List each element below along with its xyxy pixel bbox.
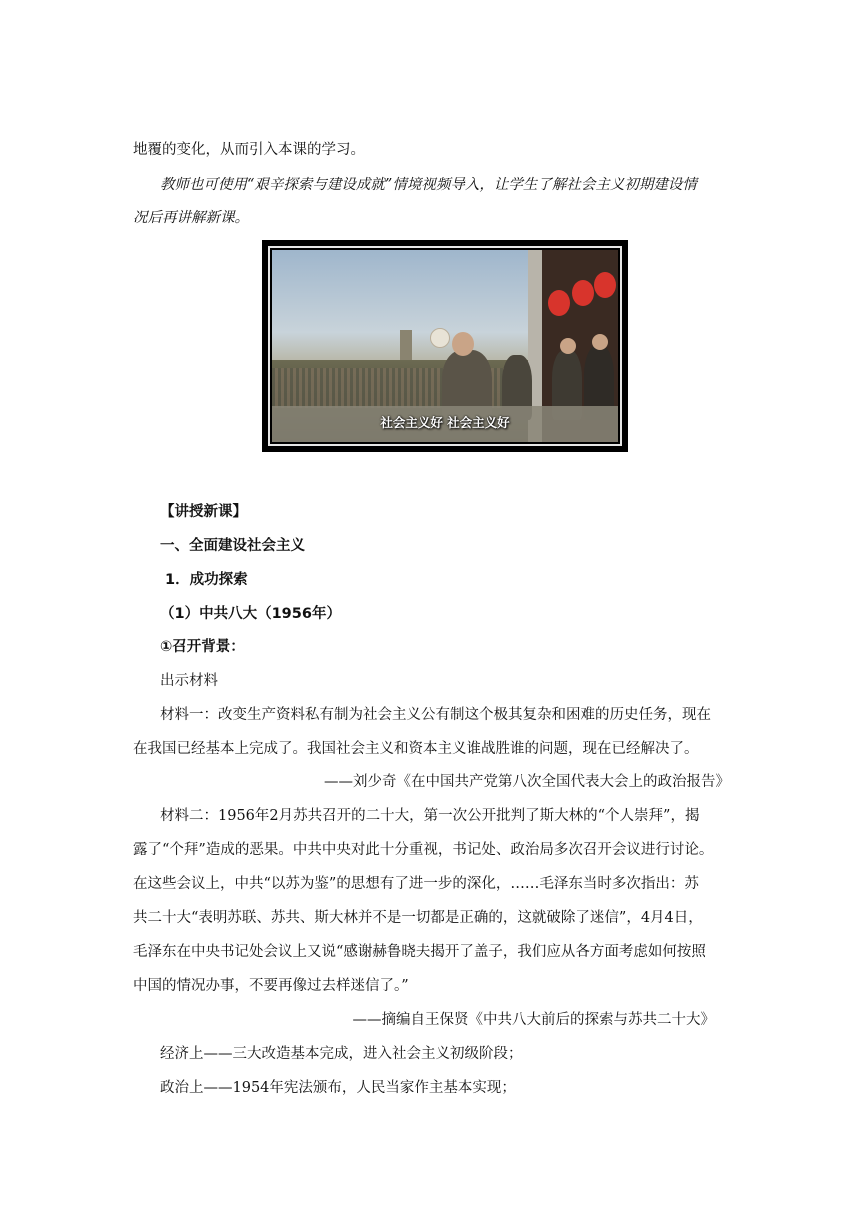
material-1-line-1: 材料一：改变生产资料私有制为社会主义公有制这个极其复杂和困难的历史任务，现在	[160, 707, 711, 723]
heading-2: 1．成功探索	[165, 572, 248, 588]
material-2-source: ——摘编自王保贤《中共八大前后的探索与苏共二十大》	[352, 1012, 715, 1028]
intro-line-2: 教师也可使用“艰辛探索与建设成就”情境视频导入，让学生了解社会主义初期建设情	[160, 177, 697, 193]
heading-1: 一、全面建设社会主义	[160, 538, 305, 554]
material-1-source: ——刘少奇《在中国共产党第八次全国代表大会上的政治报告》	[324, 774, 730, 790]
waving-hat	[430, 328, 450, 348]
material-2-line-1: 材料二：1956年2月苏共召开的二十大，第一次公开批判了斯大林的“个人崇拜”，揭	[160, 808, 700, 824]
heading-4: ①召开背景：	[160, 639, 245, 655]
summary-politics: 政治上——1954年宪法颁布，人民当家作主基本实现；	[160, 1080, 516, 1096]
show-material: 出示材料	[160, 673, 218, 689]
image-scene	[272, 250, 618, 442]
material-2-line-5: 毛泽东在中央书记处会议上又说“感谢赫鲁晓夫揭开了盖子，我们应从各方面考虑如何按照	[133, 944, 706, 960]
heading-3: （1）中共八大（1956年）	[160, 606, 341, 622]
material-2-line-2: 露了“个拜”造成的恶果。中共中央对此十分重视，书记处、政治局多次召开会议进行讨论。	[133, 842, 714, 858]
summary-economy: 经济上——三大改造基本完成，进入社会主义初级阶段；	[160, 1046, 523, 1062]
section-title: 【讲授新课】	[160, 504, 247, 520]
intro-line-3: 况后再讲解新课。	[133, 210, 249, 226]
material-1-line-2: 在我国已经基本上完成了。我国社会主义和资本主义谁战胜谁的问题，现在已经解决了。	[133, 741, 699, 757]
material-2-line-4: 共二十大“表明苏联、苏共、斯大林并不是一切都是正确的，这就破除了迷信”，4月4日，	[133, 910, 703, 926]
material-2-line-3: 在这些会议上，中共“以苏为鉴”的思想有了进一步的深化，……毛泽东当时多次指出：苏	[133, 876, 699, 892]
material-2-line-6: 中国的情况办事，不要再像过去样迷信了。”	[133, 978, 409, 994]
video-caption: 社会主义好 社会主义好	[380, 415, 510, 430]
video-still-image	[262, 240, 628, 452]
intro-line-1: 地覆的变化，从而引入本课的学习。	[133, 142, 365, 158]
